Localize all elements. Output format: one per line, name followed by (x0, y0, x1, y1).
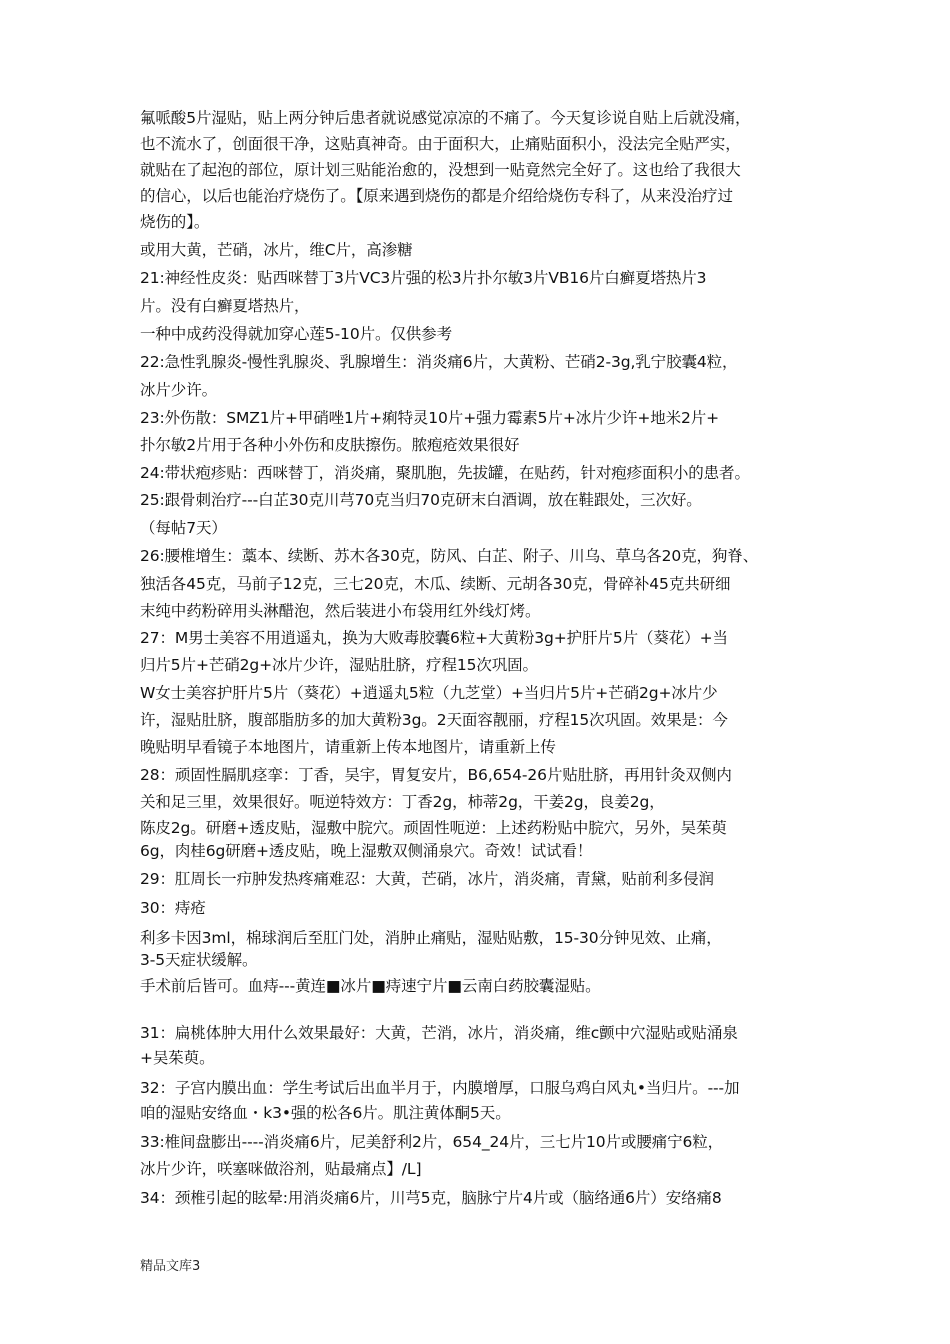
text-line: 归片5片+芒硝2g+冰片少许，湿贴肚脐，疗程15次巩固。 (140, 656, 538, 674)
text-line: 晚贴明早看镜子本地图片，请重新上传本地图片，请重新上传 (140, 738, 556, 756)
text-line: 或用大黄，芒硝，冰片，维C片，高渗糖 (140, 241, 413, 259)
text-line: 片。没有白癣夏塔热片， (140, 297, 310, 315)
text-line: 21:神经性皮炎：贴西咪替丁3片VC3片强的松3片扑尔敏3片VB16片白癣夏塔热片3 (140, 269, 707, 287)
text-line: 23:外伤散：SMZ1片+甲硝唑1片+痢特灵10片+强力霉素5片+冰片少许+地米2片+ (140, 409, 720, 427)
text-line: 24:带状疱疹贴：西咪替丁，消炎痛，聚肌胞，先拔罐，在贴药，针对疱疹面积小的患者。 (140, 464, 750, 482)
text-line: 27：M男士美容不用逍遥丸，换为大败毒胶囊6粒+大黄粉3g+护肝片5片（葵花）+当 (140, 629, 728, 647)
text-line: 就贴在了起泡的部位，原计划三贴能治愈的，没想到一贴竟然完全好了。这也给了我很大 (140, 161, 741, 179)
text-line: 的信心，以后也能治疗烧伤了。【原来遇到烧伤的都是介绍给烧伤专科了，从来没治疗过 (140, 187, 733, 205)
text-line: 陈皮2g。研磨+透皮贴，湿敷中脘穴。顽固性呃逆：上述药粉贴中脘穴，另外，吴茱萸 (140, 819, 727, 837)
text-line: 32：子宫内膜出血：学生考试后出血半月于，内膜增厚，口服乌鸡白风丸•当归片。---加 (140, 1079, 740, 1097)
text-line: 末纯中药粉碎用头淋醋泡，然后装进小布袋用红外线灯烤。 (140, 602, 541, 620)
text-line: 3-5天症状缓解。 (140, 951, 258, 969)
text-line: （每帖7天） (140, 519, 227, 537)
text-line: 关和足三里，效果很好。呃逆特效方：丁香2g，柿蒂2g，干姜2g，良姜2g， (140, 793, 665, 811)
text-line: 31：扁桃体肿大用什么效果最好：大黄，芒消，冰片，消炎痛，维c颤中穴湿贴或贴涌泉 (140, 1024, 738, 1042)
text-line: 一种中成药没得就加穿心莲5-10片。仅供参考 (140, 325, 452, 343)
text-line: 冰片少许。 (140, 381, 218, 399)
text-line: 22:急性乳腺炎-慢性乳腺炎、乳腺增生：消炎痛6片，大黄粉、芒硝2-3g,乳宁胶囊4粒， (140, 353, 738, 371)
text-line: 许，湿贴肚脐，腹部脂肪多的加大黄粉3g。2天面容靓丽，疗程15次巩固。效果是：今 (140, 711, 728, 729)
text-line: 28：顽固性膈肌痉挛：丁香，吴宇，胃复安片，B6,654-26片贴肚脐，再用针灸双侧内 (140, 766, 732, 784)
text-line: 咱的湿贴安络血・k3•强的松各6片。肌注黄体酮5天。 (140, 1104, 511, 1122)
text-line: 34：颈椎引起的眩晕:用消炎痛6片，川芎5克，脑脉宁片4片或（脑络通6片）安络痛8 (140, 1189, 722, 1207)
text-line: 25:跟骨刺治疗---白芷30克川芎70克当归70克研末白酒调，放在鞋跟处，三次好。 (140, 491, 702, 509)
text-line: 也不流水了，创面很干净，这贴真神奇。由于面积大，止痛贴面积小，没法完全贴严实， (140, 135, 741, 153)
text-line: +吴茱萸。 (140, 1049, 215, 1067)
text-line: 利多卡因3ml，棉球润后至肛门处，消肿止痛贴，湿贴贴敷，15-30分钟见效、止痛， (140, 929, 722, 947)
text-line: 26:腰椎增生：藁本、续断、苏木各30克，防风、白芷、附子、川乌、草乌各20克，狗脊、 (140, 547, 759, 565)
text-line: 烧伤的】。 (140, 213, 210, 231)
text-line: W女士美容护肝片5片（葵花）+逍遥丸5粒（九芝堂）+当归片5片+芒硝2g+冰片少 (140, 684, 718, 702)
text-line: 33:椎间盘膨出----消炎痛6片，尼美舒利2片，654_24片，三七片10片或腰痛宁6粒， (140, 1133, 724, 1151)
text-line: 手术前后皆可。血痔---黄连■冰片■痔速宁片■云南白药胶囊湿贴。 (140, 977, 601, 995)
page-footer: 精品文库3 (140, 1259, 201, 1274)
text-line: 6g，肉桂6g研磨+透皮贴，晚上湿敷双侧涌泉穴。奇效！试试看！ (140, 842, 593, 860)
text-line: 30：痔疮 (140, 899, 206, 917)
text-line: 冰片少许，咲塞咪做浴剂，贴最痛点】/L] (140, 1160, 422, 1178)
text-line: 29：肛周长一疖肿发热疼痛难忍：大黄，芒硝，冰片，消炎痛，青黛，贴前利多侵润 (140, 870, 714, 888)
text-line: 独活各45克，马前子12克，三七20克，木瓜、续断、元胡各30克，骨碎补45克共研细 (140, 575, 731, 593)
text-line: 扑尔敏2片用于各种小外伤和皮肤擦伤。脓疱疮效果很好 (140, 436, 520, 454)
text-line: 氟哌酸5片湿贴，贴上两分钟后患者就说感觉凉凉的不痛了。今天复诊说自贴上后就没痛， (140, 109, 751, 127)
